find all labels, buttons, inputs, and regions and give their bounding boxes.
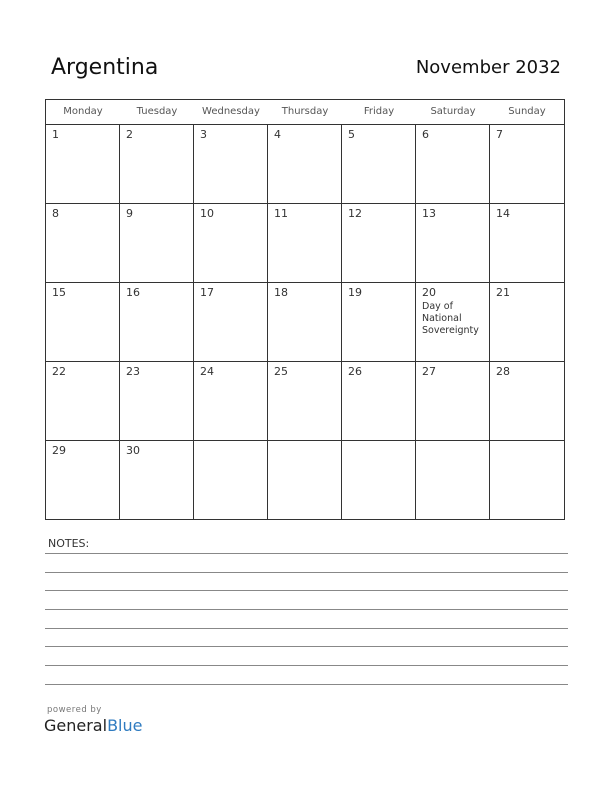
day-number: 23: [126, 365, 140, 378]
day-cell-empty: [342, 441, 416, 519]
day-number: 20: [422, 286, 436, 299]
day-number: 28: [496, 365, 510, 378]
note-line: [45, 609, 568, 610]
day-number: 19: [348, 286, 362, 299]
country-title: Argentina: [51, 55, 159, 80]
month-year-title: November 2032: [415, 57, 561, 78]
day-number: 29: [52, 444, 66, 457]
day-cell: [490, 362, 564, 440]
day-cell: [268, 362, 342, 440]
holiday-label: Day of National Sovereignty: [422, 301, 479, 336]
day-cell: [194, 204, 268, 282]
day-cell: [268, 125, 342, 203]
day-number: 5: [348, 128, 355, 141]
weekday-thursday: Thursday: [281, 106, 329, 117]
day-cell-empty: [490, 441, 564, 519]
day-number: 26: [348, 365, 362, 378]
note-line: [45, 553, 568, 554]
note-line: [45, 665, 568, 666]
day-number: 13: [422, 207, 436, 220]
day-cell: [490, 204, 564, 282]
week-row-5: [46, 441, 564, 519]
day-cell: [46, 204, 120, 282]
note-line: [45, 590, 568, 591]
day-number: 9: [126, 207, 133, 220]
day-cell: [342, 362, 416, 440]
day-cell: [490, 283, 564, 361]
day-cell: [194, 283, 268, 361]
day-cell: [416, 362, 490, 440]
week-row-4: [46, 362, 564, 441]
weekday-sunday: Sunday: [508, 106, 546, 117]
day-number: 11: [274, 207, 288, 220]
day-number: 18: [274, 286, 288, 299]
weekday-saturday: Saturday: [430, 106, 476, 117]
note-line: [45, 628, 568, 629]
day-cell: [46, 362, 120, 440]
day-number: 24: [200, 365, 214, 378]
generalblue-logo[interactable]: [44, 716, 142, 735]
brand-blue-text: Blue: [107, 716, 143, 735]
day-cell: [46, 283, 120, 361]
day-cell-holiday: [416, 283, 490, 361]
day-number: 12: [348, 207, 362, 220]
day-cell: [120, 362, 194, 440]
day-cell: [342, 283, 416, 361]
brand-general-text: General: [44, 716, 108, 735]
day-number: 6: [422, 128, 429, 141]
notes-label: NOTES:: [48, 537, 90, 550]
day-number: 30: [126, 444, 140, 457]
day-cell: [194, 362, 268, 440]
day-number: 8: [52, 207, 59, 220]
weekday-header-row: [46, 100, 564, 125]
day-cell: [342, 204, 416, 282]
day-cell-empty: [268, 441, 342, 519]
note-line: [45, 572, 568, 573]
day-number: 3: [200, 128, 207, 141]
day-number: 17: [200, 286, 214, 299]
day-cell-empty: [194, 441, 268, 519]
day-number: 14: [496, 207, 510, 220]
day-number: 10: [200, 207, 214, 220]
day-cell: [120, 441, 194, 519]
weekday-friday: Friday: [363, 106, 395, 117]
note-line: [45, 646, 568, 647]
day-cell: [46, 125, 120, 203]
weekday-wednesday: Wednesday: [202, 106, 260, 117]
calendar-grid: [45, 99, 565, 520]
day-number: 22: [52, 365, 66, 378]
day-number: 15: [52, 286, 66, 299]
week-row-3: [46, 283, 564, 362]
day-cell: [416, 125, 490, 203]
day-cell: [268, 204, 342, 282]
day-number: 16: [126, 286, 140, 299]
day-cell-empty: [416, 441, 490, 519]
day-cell: [416, 204, 490, 282]
day-number: 27: [422, 365, 436, 378]
weekday-monday: Monday: [63, 106, 103, 117]
week-row-2: [46, 204, 564, 283]
day-cell: [268, 283, 342, 361]
day-cell: [490, 125, 564, 203]
day-number: 4: [274, 128, 281, 141]
day-number: 1: [52, 128, 59, 141]
note-line: [45, 684, 568, 685]
day-number: 7: [496, 128, 503, 141]
day-cell: [194, 125, 268, 203]
day-cell: [120, 204, 194, 282]
day-number: 2: [126, 128, 133, 141]
powered-by-text: powered by: [47, 705, 102, 715]
day-number: 25: [274, 365, 288, 378]
week-row-1: [46, 125, 564, 204]
day-number: 21: [496, 286, 510, 299]
day-cell: [120, 125, 194, 203]
day-cell: [120, 283, 194, 361]
day-cell: [46, 441, 120, 519]
day-cell: [342, 125, 416, 203]
weekday-tuesday: Tuesday: [136, 106, 178, 117]
